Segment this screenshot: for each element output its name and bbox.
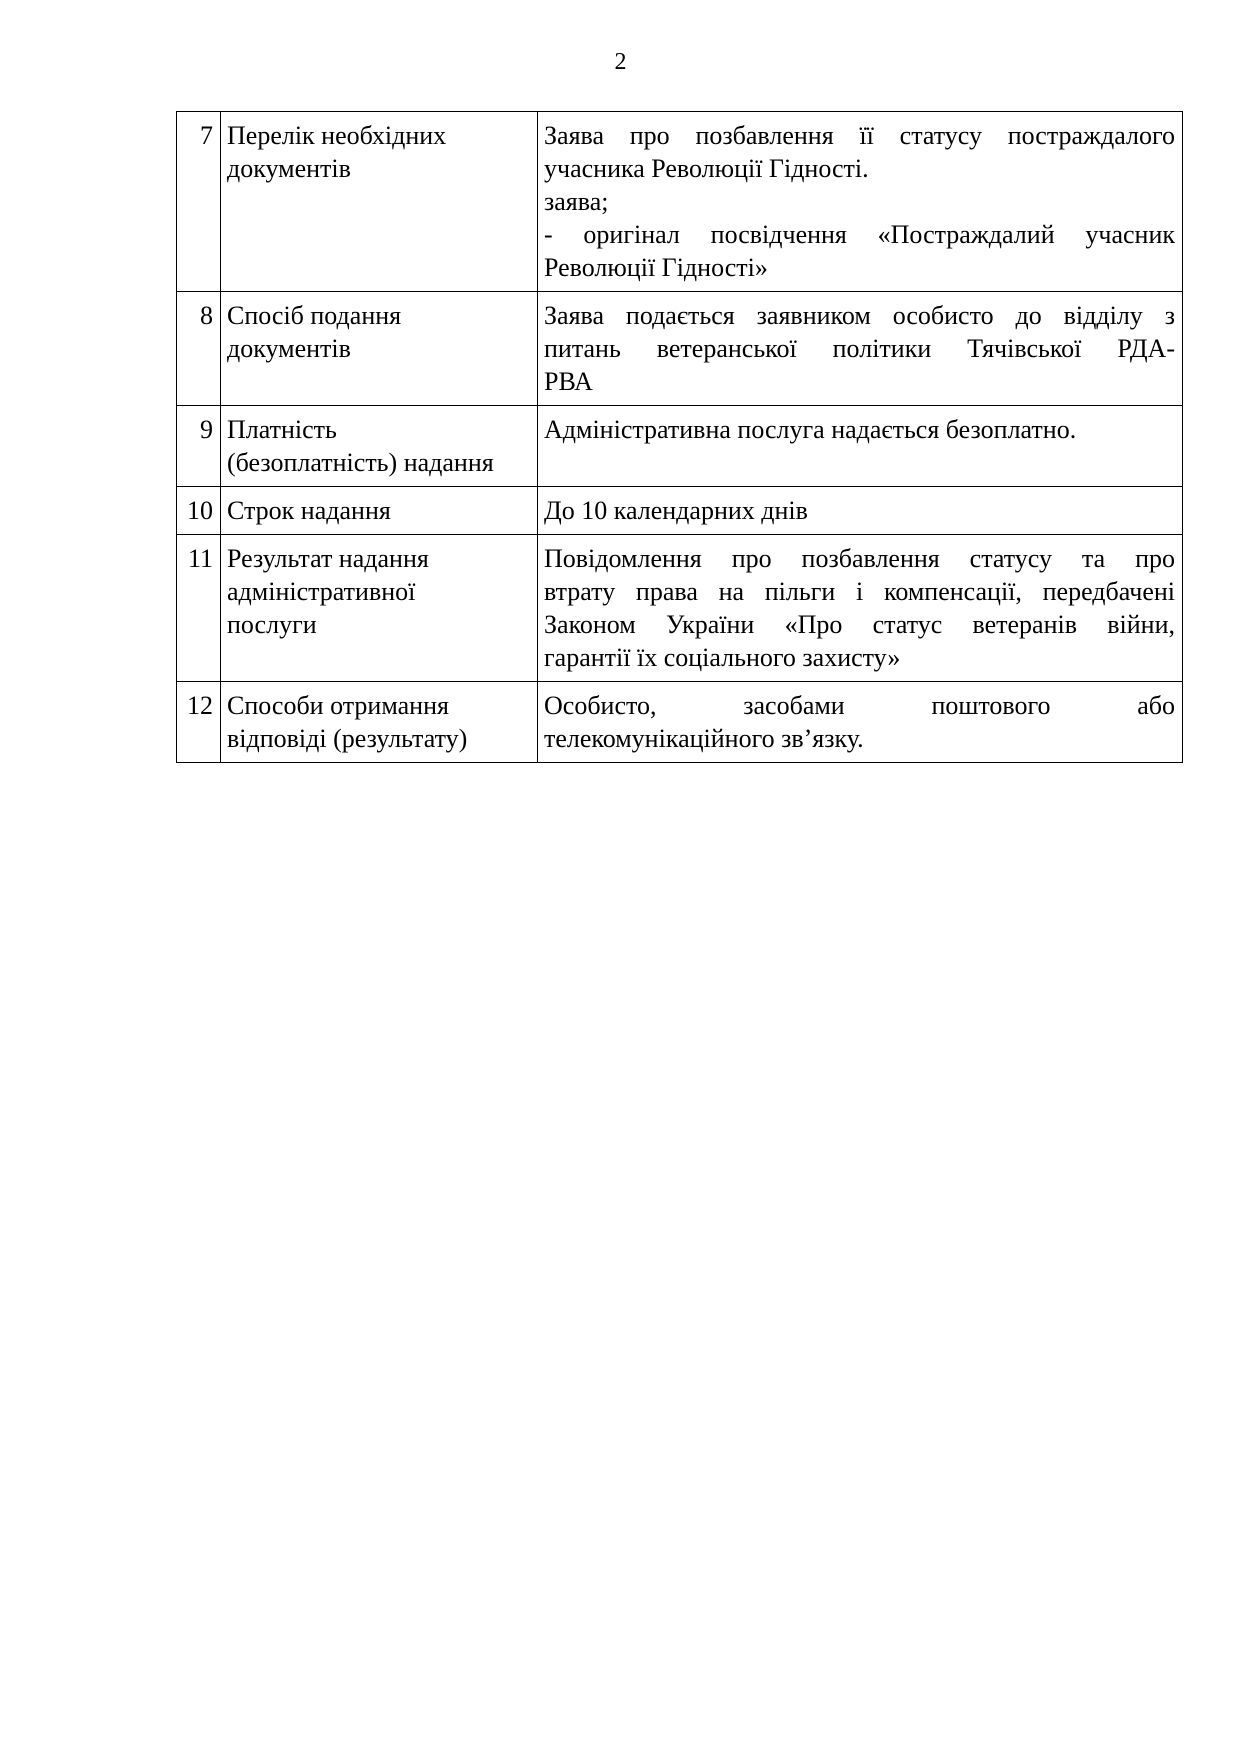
- row-label: [221, 112, 538, 292]
- row-label-line: Способи отримання: [227, 691, 449, 720]
- row-description-line: РВА: [544, 367, 593, 396]
- row-description-line: Законом України «Про статус ветеранів війни,: [544, 610, 1175, 639]
- row-description: [538, 292, 1183, 406]
- row-number: 7: [177, 112, 221, 292]
- row-description: [538, 112, 1183, 292]
- row-label-line: Спосіб подання: [227, 301, 402, 330]
- row-number: 11: [177, 535, 221, 682]
- table-row: [177, 406, 1183, 487]
- row-description: [538, 682, 1183, 763]
- row-label-line: відповіді (результату): [227, 724, 468, 753]
- row-label: [221, 682, 538, 763]
- page-number: 2: [614, 49, 627, 75]
- table-row: [177, 682, 1183, 763]
- row-description-line: питань ветеранської політики Тячівської РДА-: [544, 334, 1175, 363]
- row-number: 12: [177, 682, 221, 763]
- row-number: 8: [177, 292, 221, 406]
- table-row: [177, 292, 1183, 406]
- row-label-line: Перелік необхідних: [227, 121, 447, 150]
- table-row: [177, 112, 1183, 292]
- row-label: [221, 406, 538, 487]
- row-label-line: послуги: [227, 610, 317, 639]
- row-description-line: Заява подається заявником особисто до відділу з: [544, 301, 1175, 330]
- row-description-line: гарантії їх соціального захисту»: [544, 643, 901, 672]
- service-info-table: [176, 111, 1183, 763]
- row-label-line: документів: [227, 334, 351, 363]
- table-row: [177, 535, 1183, 682]
- row-number: 9: [177, 406, 221, 487]
- row-description-line: До 10 календарних днів: [544, 496, 808, 525]
- row-description: [538, 406, 1183, 487]
- table-row: [177, 487, 1183, 535]
- row-label-line: (безоплатність) надання: [227, 448, 494, 477]
- row-label: [221, 487, 538, 535]
- row-label-line: документів: [227, 154, 351, 183]
- row-description-line: Заява про позбавлення її статусу постраждалого: [544, 121, 1175, 150]
- row-number: 10: [177, 487, 221, 535]
- row-label-line: Строк надання: [227, 496, 391, 525]
- row-label: [221, 535, 538, 682]
- row-label-line: Результат надання: [227, 544, 429, 573]
- row-label-line: адміністративної: [227, 577, 416, 606]
- row-description-line: Повідомлення про позбавлення статусу та про: [544, 544, 1175, 573]
- row-description-line: Адміністративна послуга надається безоплатно.: [544, 415, 1077, 444]
- row-label-line: Платність: [227, 415, 337, 444]
- row-description-line: учасника Революції Гідності.: [544, 154, 869, 183]
- row-description-line: - оригінал посвідчення «Постраждалий учасник: [544, 220, 1175, 249]
- row-label: [221, 292, 538, 406]
- row-description-line: Революції Гідності»: [544, 253, 768, 282]
- row-description: [538, 535, 1183, 682]
- row-description-line: Особисто, засобами поштового або: [544, 691, 1175, 720]
- row-description-line: заява;: [544, 187, 609, 216]
- row-description: [538, 487, 1183, 535]
- row-description-line: втрату права на пільги і компенсації, передбачені: [544, 577, 1175, 606]
- row-description-line: телекомунікаційного зв’язку.: [544, 724, 864, 753]
